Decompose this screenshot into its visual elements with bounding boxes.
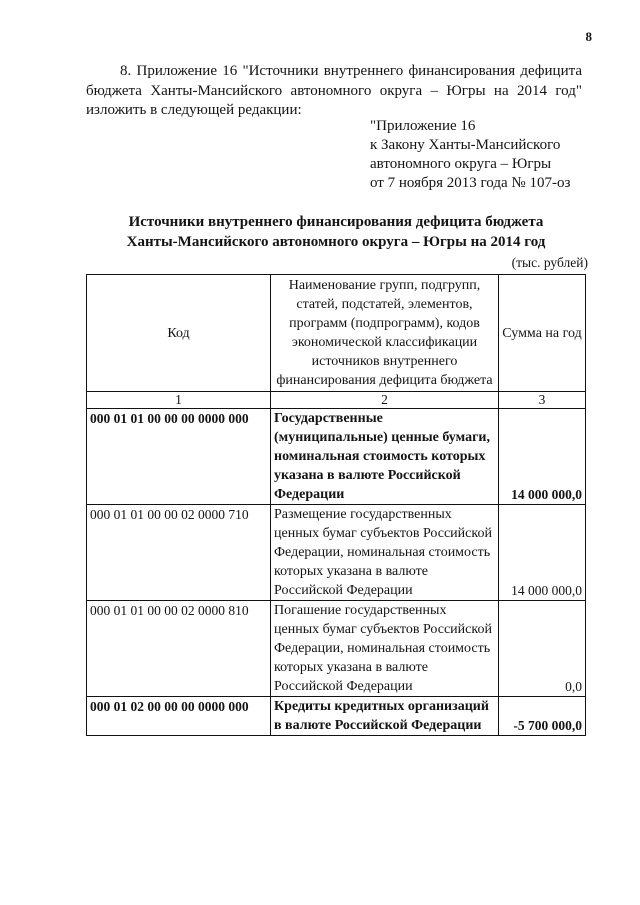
appendix-line: к Закону Ханты-Мансийского [370, 137, 561, 153]
table-row [87, 601, 586, 697]
table-heading [86, 212, 586, 252]
appendix-line: "Приложение 16 [370, 118, 476, 134]
appendix-line: от 7 ноября 2013 года № 107-оз [370, 175, 571, 191]
row-code: 000 01 01 00 00 00 0000 000 [87, 409, 271, 505]
column-number: 3 [499, 392, 586, 409]
table-row [87, 409, 586, 505]
column-number-row [87, 392, 586, 409]
row-sum: 14 000 000,0 [499, 505, 586, 601]
row-name: Кредиты кредитных организаций в валюте Российской Федерации [271, 697, 499, 736]
header-row [87, 275, 586, 392]
appendix-line: автономного округа – Югры [370, 156, 552, 172]
appendix-reference [370, 117, 600, 193]
table-row [87, 697, 586, 736]
header-code: Код [87, 275, 271, 392]
table-row [87, 505, 586, 601]
row-name: Погашение государственных ценных бумаг субъектов Российской Федерации, номинальная стоимость которых указана в валюте Российской Федерации [271, 601, 499, 697]
row-sum: -5 700 000,0 [499, 697, 586, 736]
heading-line: Ханты-Мансийского автономного округа – Югры на 2014 год [126, 234, 546, 250]
row-code: 000 01 01 00 00 02 0000 810 [87, 601, 271, 697]
row-code: 000 01 01 00 00 02 0000 710 [87, 505, 271, 601]
heading-line: Источники внутреннего финансирования дефицита бюджета [128, 214, 544, 230]
row-name: Государственные (муниципальные) ценные бумаги, номинальная стоимость которых указана в валюте Российской Федерации [271, 409, 499, 505]
amendment-paragraph: 8. Приложение 16 "Источники внутреннего финансирования дефицита бюджета Ханты-Мансийского автономного округа – Югры на 2014 год" изложить в следующей редакции: [86, 63, 582, 118]
row-name: Размещение государственных ценных бумаг субъектов Российской Федерации, номинальная стоимость которых указана в валюте Российской Федерации [271, 505, 499, 601]
column-number: 1 [87, 392, 271, 409]
column-number: 2 [271, 392, 499, 409]
header-sum: Сумма на год [499, 275, 586, 392]
row-sum: 14 000 000,0 [499, 409, 586, 505]
header-name: Наименование групп, подгрупп, статей, подстатей, элементов, программ (подпрограмм), кодов экономической классификации источников внутреннего финансирования дефицита бюджета [271, 275, 499, 392]
row-sum: 0,0 [499, 601, 586, 697]
sources-table [86, 274, 586, 736]
unit-note: (тыс. рублей) [511, 255, 588, 270]
row-code: 000 01 02 00 00 00 0000 000 [87, 697, 271, 736]
page-number: 8 [585, 29, 592, 44]
